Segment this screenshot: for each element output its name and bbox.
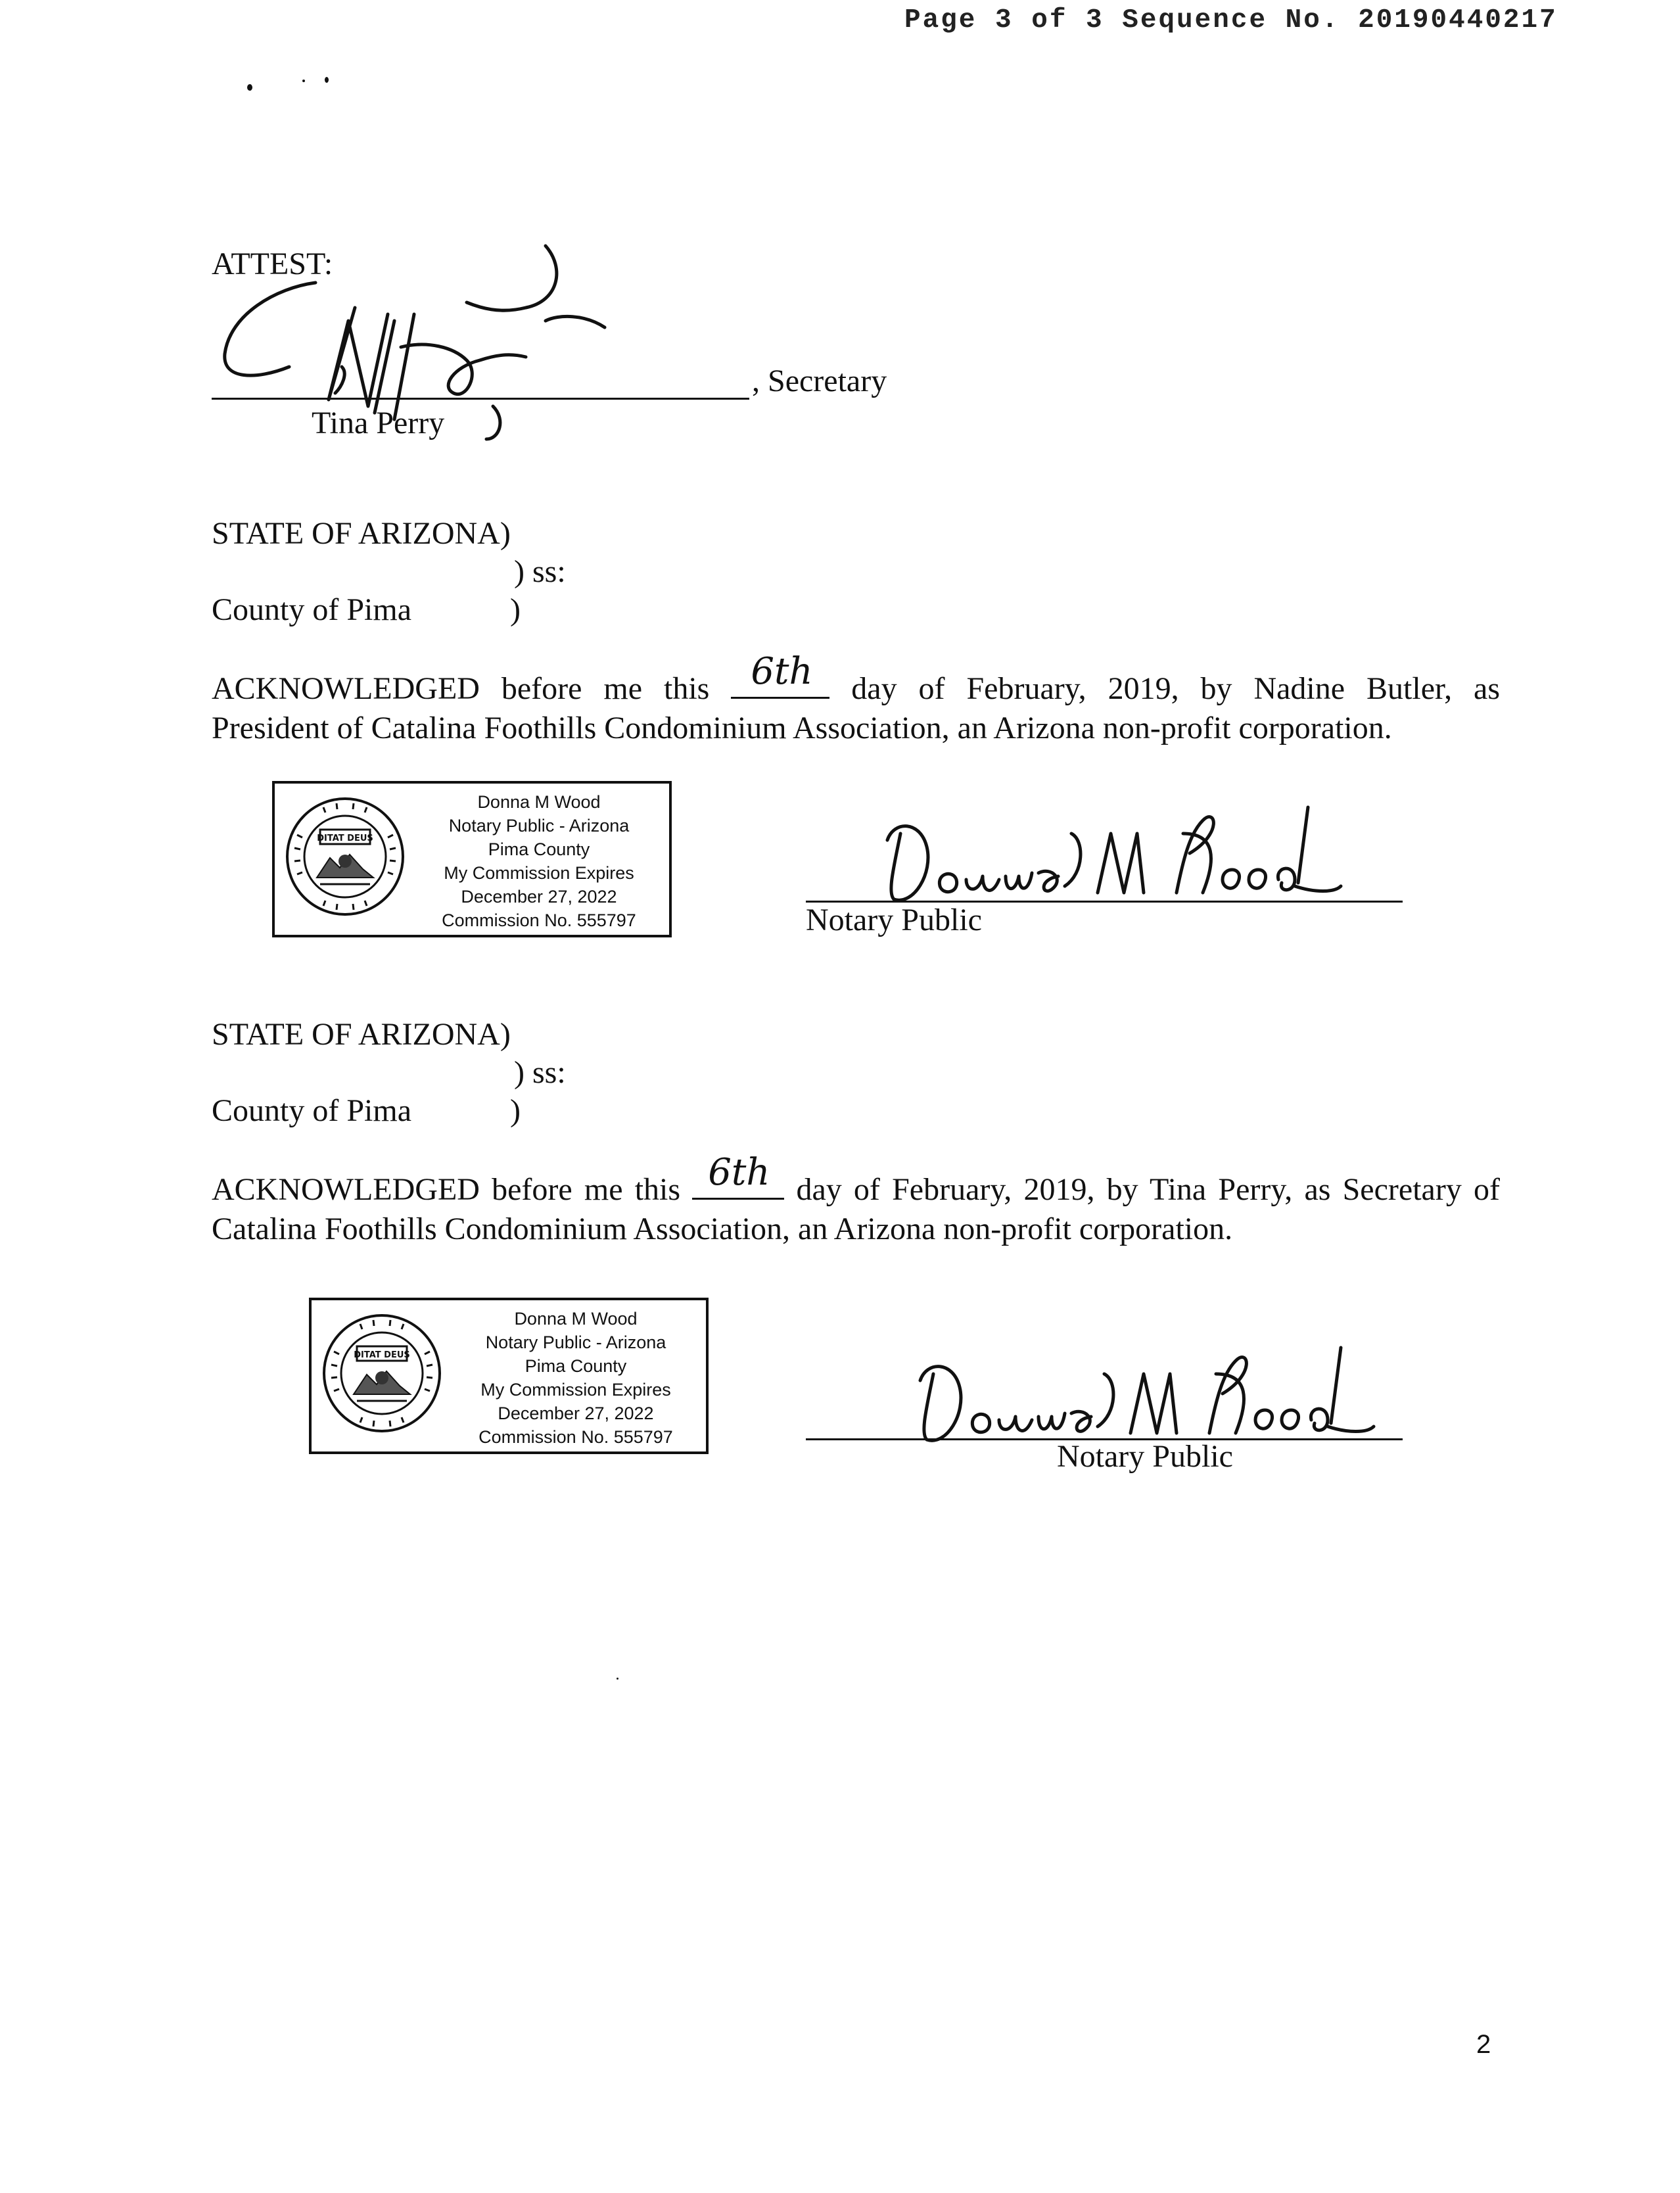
ack1-text-before-day: ACKNOWLEDGED before me this [212, 671, 710, 706]
svg-text:DITAT DEUS: DITAT DEUS [354, 1350, 410, 1360]
county-venue-1: County of Pima [212, 592, 412, 627]
stamp-line: Notary Public - Arizona [448, 816, 630, 836]
stamp-line: My Commission Expires [444, 863, 634, 883]
notary-stamp-2-text [451, 1307, 701, 1449]
stamp-line: Pima County [488, 839, 590, 859]
stamp-line: Notary Public - Arizona [485, 1332, 666, 1352]
ack2-line2: Catalina Foothills Condominium Association, an Arizona non-profit corporation. [212, 1212, 1233, 1246]
ss-venue-2: ) ss: [514, 1055, 566, 1090]
secretary-signature-line [212, 398, 749, 400]
secretary-name: Tina Perry [312, 406, 445, 440]
ack2-text-before-day: ACKNOWLEDGED before me this [212, 1172, 681, 1207]
ss-venue-1: ) ss: [514, 554, 566, 589]
secretary-title: , Secretary [752, 364, 887, 398]
arizona-seal-icon [321, 1312, 443, 1434]
page-number: 2 [1476, 2030, 1491, 2059]
ack2-day-blank [692, 1151, 784, 1200]
stamp-line: My Commission Expires [480, 1380, 671, 1400]
notary-public-label-2: Notary Public [1057, 1439, 1233, 1474]
stamp-line: Commission No. 555797 [442, 910, 636, 930]
stamp-line: Donna M Wood [477, 792, 601, 812]
state-venue-2: STATE OF ARIZONA) [212, 1017, 511, 1052]
stamp-line: December 27, 2022 [461, 887, 617, 907]
ack1-day-handwritten: 6th [751, 650, 813, 693]
notary-stamp-1-text [414, 790, 664, 932]
notary-stamp-1 [272, 781, 672, 937]
state-venue-1: STATE OF ARIZONA) [212, 516, 511, 551]
acknowledgment-paragraph-2 [212, 1151, 1501, 1249]
county-venue-2: County of Pima [212, 1093, 412, 1128]
notary-public-label-1: Notary Public [806, 903, 982, 937]
stamp-line: Donna M Wood [514, 1309, 638, 1329]
ack1-line2: President of Catalina Foothills Condominium Association, an Arizona non-profit corporation. [212, 711, 1392, 745]
acknowledgment-paragraph-1 [212, 650, 1501, 748]
arizona-seal-icon [284, 795, 406, 918]
county-paren-1: ) [510, 592, 521, 627]
ack1-day-blank [731, 650, 829, 699]
ack2-day-handwritten: 6th [708, 1151, 770, 1194]
scan-speck [617, 1678, 618, 1680]
notary-stamp-2 [309, 1298, 709, 1454]
county-paren-2: ) [510, 1093, 521, 1128]
page-sequence-header: Page 3 of 3 Sequence No. 20190440217 [904, 5, 1558, 35]
ack2-text-after-day: day of February, 2019, by Tina Perry, as Secretary of [796, 1172, 1501, 1207]
svg-text:DITAT DEUS: DITAT DEUS [317, 834, 373, 843]
scan-speck [302, 80, 305, 82]
attest-label: ATTEST: [212, 247, 333, 281]
scan-speck [247, 84, 252, 91]
scan-speck [325, 77, 329, 83]
stamp-line: Commission No. 555797 [478, 1427, 673, 1447]
stamp-line: Pima County [525, 1356, 627, 1376]
stamp-line: December 27, 2022 [498, 1403, 654, 1423]
ack1-text-after-day: day of February, 2019, by Nadine Butler, as [851, 671, 1501, 706]
